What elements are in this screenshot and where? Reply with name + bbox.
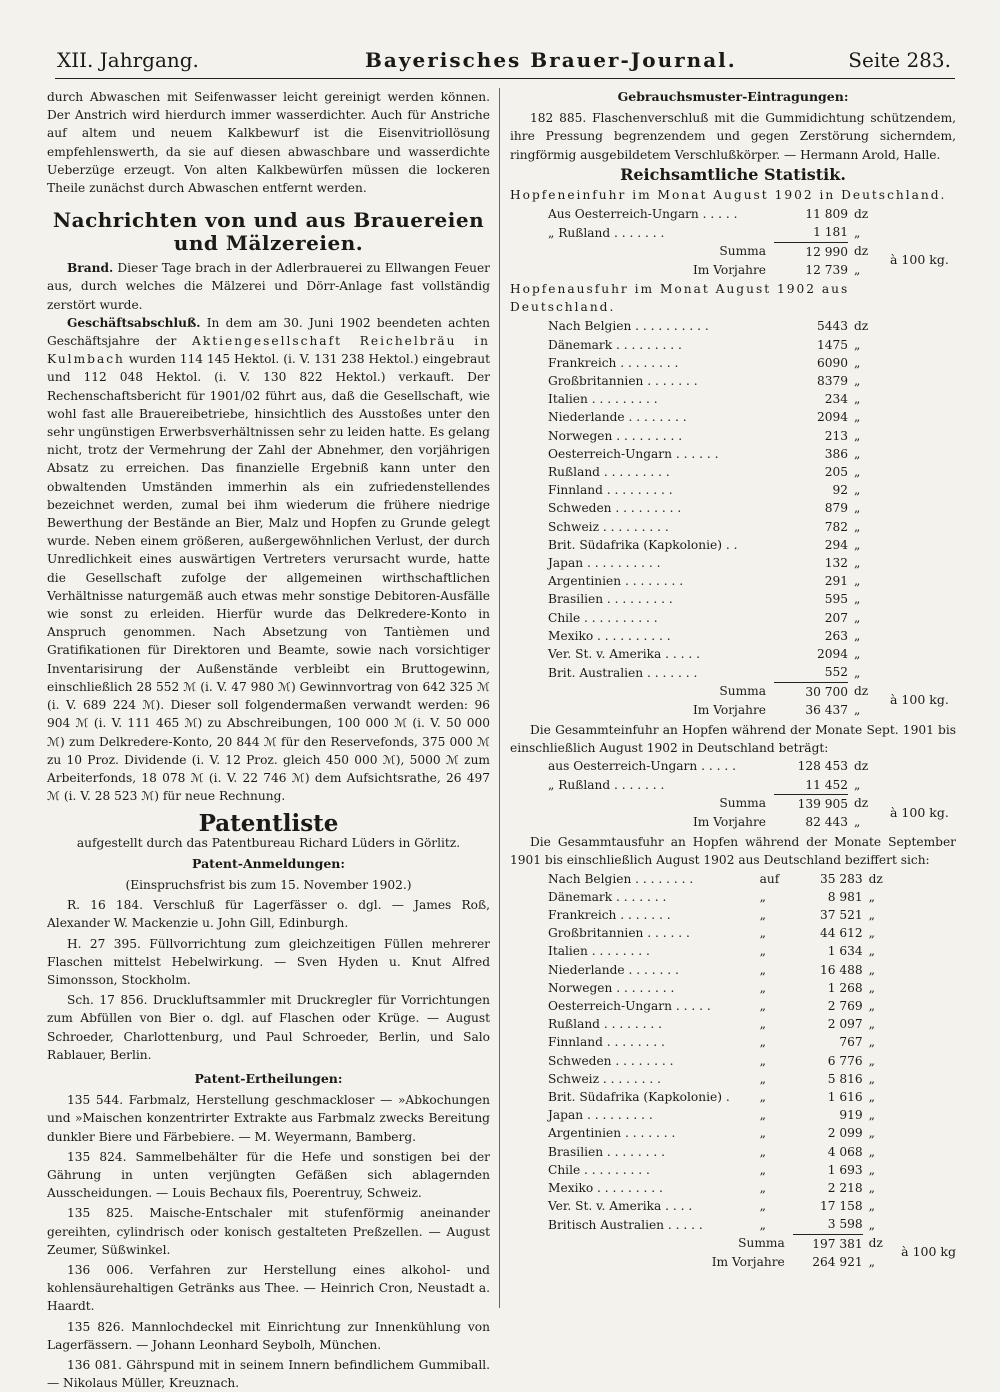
import-table: [548, 205, 949, 279]
table-row: Frankreich . . . . . . . . 6090 „: [548, 355, 861, 370]
table-row: Aus Oesterreich-Ungarn . . . . . 11 809 dz: [548, 207, 869, 222]
journal-title: Bayerisches Brauer-Journal.: [365, 48, 737, 72]
applications-heading: Patent-Anmeldungen:: [192, 855, 345, 871]
table-row: Dänemark . . . . . . . . . 1475 „: [548, 337, 861, 352]
table-row: Chile . . . . . . . . . „ 1 693 „: [548, 1162, 875, 1177]
table-row: aus Oesterreich-Ungarn . . . . . 128 453 dz: [548, 759, 869, 774]
table-row: Großbritannien . . . . . . . 8379 „: [548, 374, 861, 389]
patent-grant: 136 081. Gährspund mit in seinem Innern befindlichem Gummiball. — Nikolaus Müller, Kreuznach.: [47, 1358, 490, 1391]
sum-row: Summa 197 381 dz à 100 kg: [548, 1234, 956, 1253]
import-title: Hopfeneinfuhr im Monat August 1902 in Deutschland.: [510, 188, 947, 203]
page-header: [55, 44, 955, 79]
patent-grant: 135 544. Farbmalz, Herstellung geschmackloser — »Abkochungen und »Maischen konzentrirter Extrakte aus Farbmalz zwecks Bereitung dunkler Biere und Färbebiere. — M. Weyermann, Bamberg.: [47, 1093, 490, 1144]
patent-subheading: aufgestellt durch das Patentbureau Richard Lüders in Görlitz.: [76, 835, 461, 850]
table-row: Brasilien . . . . . . . . „ 4 068 „: [548, 1144, 875, 1159]
volume-label: XII. Jahrgang.: [57, 48, 199, 72]
brand-label: Brand.: [67, 261, 114, 276]
table-row: Großbritannien . . . . . . „ 44 612 „: [548, 926, 875, 941]
table-row: Finnland . . . . . . . . . 92 „: [548, 483, 861, 498]
statistics-heading: Reichsamtliche Statistik.: [620, 164, 846, 184]
table-row: Schweiz . . . . . . . . . 782 „: [548, 519, 861, 534]
previous-year-row: Im Vorjahre 36 437 „: [692, 702, 861, 717]
patent-application: Sch. 17 856. Druckluftsammler mit Druckregler für Vorrichtungen zum Abfüllen von Bier o. dgl. auf Flaschen oder Krüge. — August Schroeder, Charlottenburg, und Paul Schroeder, Berlin, und Salo Rablauer, Berlin.: [47, 993, 490, 1062]
patent-application: H. 27 395. Füllvorrichtung zum gleichzeitigen Füllen mehrerer Flaschen mittelst Hebelwirkung. — Sven Hyden u. Knut Alfred Simonsson, Stockholm.: [47, 936, 490, 987]
export-title: Hopfenausfuhr im Monat August 1902 aus Deutschland.: [510, 282, 850, 315]
table-row: Oesterreich-Ungarn . . . . . . 386 „: [548, 446, 861, 461]
table-row: Frankreich . . . . . . . „ 37 521 „: [548, 907, 875, 922]
business-text-2: wurden 114 145 Hektol. (i. V. 131 238 Hektol.) eingebraut und 112 048 Hektol. (i. V. 130 822 Hektol.) verkauft. Der Rechenschaftsbericht für 1901/02 führt aus, daß die Gesellschaft, wie wohl fast alle Brauereibetriebe, hinsichtlich des Ausstoßes unter den sehr ungünstigen Erwerbsverhältnissen sehr zu leiden hatte. Es gelang nicht, trotz der Vermehrung der Zahl der Abnehmer, den vorjährigen Absatz zu erreichen. Das finanzielle Ergebniß kann unter den obwaltenden Umständen immerhin als ein zufriedenstellendes bezeichnet werden, zumal bei ihm wiederum die frühere niedrige Bewerthung der Bestände an Bier, Malz und Hopfen zu Grunde gelegt wurde. Neben einem größeren, außergewöhnlichen Verlust, der durch Unredlichkeit eines auswärtigen Vertreters verursacht wurde, hatte die Gesellschaft zufolge der allgemeinen wirthschaftlichen Verhältnisse naturgemäß auch etwas mehr sonstige Debitoren-Ausfälle wie sonst zu erleiden. Hierfür wurde das Delkredere-Konto in Anspruch genommen. Nach Absetzung von Tantièmen und Gratifikationen für Direktoren und Beamte, sowie nach vorsichtiger Inventarisirung der Außenstände verbleibt ein Bruttogewinn, einschließlich 28 552 ℳ (i. V. 47 980 ℳ) Gewinnvortrag von 642 325 ℳ (i. V. 689 224 ℳ). Dieser soll folgendermaßen verwandt werden: 96 904 ℳ (i. V. 111 465 ℳ) zu Abschreibungen, 100 000 ℳ (i. V. 50 000 ℳ) zum Delkredere-Konto, 20 844 ℳ für den Reservefonds, 375 000 ℳ zu 10 Proz. Dividende (i. V. 12 Proz. gleich 450 000 ℳ), 5000 ℳ zum Arbeiterfonds, 18 078 ℳ (i. V. 22 746 ℳ) dem Aufsichtsrathe, 26 497 ℳ (i. V. 28 523 ℳ) für neue Rechnung.: [47, 352, 490, 804]
business-paragraph: [47, 314, 490, 805]
table-row: Italien . . . . . . . . . 234 „: [548, 392, 861, 407]
table-row: Norwegen . . . . . . . . „ 1 268 „: [548, 980, 875, 995]
table-row: Mexiko . . . . . . . . . . 263 „: [548, 628, 861, 643]
grants-heading: Patent-Ertheilungen:: [194, 1070, 343, 1086]
total-import-text: Die Gesammteinfuhr an Hopfen während der Monate Sept. 1901 bis einschließlich August 1902 in Deutschland beträgt:: [510, 722, 956, 756]
patent-grant: 135 825. Maische-Entschaler mit stufenförmig aneinander gereihten, cylindrisch oder konisch gestalteten Preßzellen. — August Zeumer, Süßwinkel.: [47, 1206, 490, 1257]
previous-year-row: Im Vorjahre 264 921 „: [711, 1254, 875, 1269]
unit-note: à 100 kg: [901, 1244, 956, 1260]
unit-note: à 100 kg.: [890, 252, 949, 268]
table-row: Nach Belgien . . . . . . . . auf 35 283 dz: [548, 871, 883, 886]
export-table: [548, 317, 949, 718]
table-row: Schweden . . . . . . . . . 879 „: [548, 501, 861, 516]
unit-note: à 100 kg.: [890, 804, 949, 820]
utility-model-heading: Gebrauchsmuster-Eintragungen:: [617, 89, 849, 104]
table-row: Argentinien . . . . . . . „ 2 099 „: [548, 1126, 875, 1141]
patent-application: R. 16 184. Verschluß für Lagerfässer o. dgl. — James Roß, Alexander W. Mackenzie u. John Gill, Edinburgh.: [47, 898, 490, 931]
table-row: Oesterreich-Ungarn . . . . . „ 2 769 „: [548, 998, 875, 1013]
sum-row: Summa 139 905 dz à 100 kg.: [548, 794, 949, 813]
brand-paragraph: [47, 259, 490, 314]
table-row: Italien . . . . . . . . „ 1 634 „: [548, 944, 875, 959]
table-row: Chile . . . . . . . . . . 207 „: [548, 610, 861, 625]
previous-year-row: Im Vorjahre 82 443 „: [692, 814, 861, 829]
table-row: „ Rußland . . . . . . . 11 452 „: [548, 776, 949, 795]
table-row: Niederlande . . . . . . . „ 16 488 „: [548, 962, 875, 977]
news-heading: Nachrichten von und aus Brauereien und Mälzereien.: [52, 208, 485, 256]
brand-text: Dieser Tage brach in der Adlerbrauerei zu Ellwangen Feuer aus, durch welches die Mälzerei und Dörr-Anlage fast vollständig zerstört wurde.: [47, 261, 490, 312]
patent-grant: 135 824. Sammelbehälter für die Hefe und sonstigen bei der Gährung in unten verjüngten Gefäßen sich ablagernden Ausscheidungen. — Louis Bechaux fils, Poerentruy, Schweiz.: [47, 1149, 490, 1201]
business-label: Geschäftsabschluß.: [67, 315, 201, 330]
sum-row: Summa 12 990 dz à 100 kg.: [548, 242, 949, 261]
company-name: Aktiengesellschaft Reichelbräu in Kulmbach: [47, 334, 490, 367]
right-column: [510, 88, 956, 1271]
table-row: Japan . . . . . . . . . . 132 „: [548, 556, 861, 571]
total-export-table: [548, 870, 956, 1271]
previous-year-row: Im Vorjahre 12 739 „: [692, 262, 861, 277]
column-divider: [499, 88, 500, 1308]
table-row: Mexiko . . . . . . . . . „ 2 218 „: [548, 1180, 875, 1195]
table-row: Nach Belgien . . . . . . . . . . 5443 dz: [548, 319, 869, 334]
objection-period: (Einspruchsfrist bis zum 15. November 1902.): [125, 877, 412, 892]
table-row: Japan . . . . . . . . . „ 919 „: [548, 1108, 875, 1123]
table-row: Argentinien . . . . . . . . 291 „: [548, 574, 861, 589]
patent-grant: 135 826. Mannlochdeckel mit Einrichtung zur Innenkühlung von Lagerfässern. — Johann Leonhard Seybolh, München.: [47, 1319, 490, 1352]
utility-model-entry: 182 885. Flaschenverschluß mit die Gummidichtung schützendem, ihre Pressung begrenzendem und gegen Zerstörung sicherndem, ringförmig ausgebildetem Verschlußkörper. — Hermann Arold, Halle.: [510, 111, 956, 162]
business-text-1: In dem am 30. Juni 1902 beendeten achten Geschäftsjahre der: [47, 315, 490, 349]
total-import-table: [548, 757, 949, 831]
table-row: Rußland . . . . . . . . „ 2 097 „: [548, 1017, 875, 1032]
unit-note: à 100 kg.: [890, 692, 949, 708]
table-row: Dänemark . . . . . . . „ 8 981 „: [548, 889, 875, 904]
table-row: Ver. St. v. Amerika . . . . . 2094 „: [548, 647, 861, 662]
table-row: Ver. St. v. Amerika . . . . „ 17 158 „: [548, 1199, 875, 1214]
patent-heading: Patentliste: [198, 810, 339, 838]
table-row: Finnland . . . . . . . . „ 767 „: [548, 1035, 875, 1050]
left-column: [47, 88, 490, 1392]
table-row: Brit. Australien . . . . . . . 552 „: [548, 663, 949, 682]
table-row: Britisch Australien . . . . . „ 3 598 „: [548, 1215, 956, 1234]
table-row: „ Rußland . . . . . . . 1 181 „: [548, 223, 949, 242]
table-row: Norwegen . . . . . . . . . 213 „: [548, 428, 861, 443]
total-export-text: Die Gesammtausfuhr an Hopfen während der Monate September 1901 bis einschließlich August 1902 aus Deutschland beziffert sich:: [510, 835, 956, 868]
patent-grant: 136 006. Verfahren zur Herstellung eines alkohol- und kohlensäurehaltigen Getränks aus Thee. — Heinrich Cron, Neustadt a. Haardt.: [47, 1262, 490, 1314]
table-row: Schweden . . . . . . . . „ 6 776 „: [548, 1053, 875, 1068]
intro-paragraph: durch Abwaschen mit Seifenwasser leicht gereinigt werden können. Der Anstrich wird hierdurch immer wasserdichter. Auch für Anstriche auf altem und neuem Kalkbewurf ist die Eisenvitriollösung empfehlenswerth, da sie auf diesen abwaschbare und wasserdichte Ueberzüge erzeugt. Von alten Kalkbewürfen müssen die lockeren Theile zunächst durch Abwaschen entfernt werden.: [47, 90, 490, 196]
table-row: Rußland . . . . . . . . . 205 „: [548, 465, 861, 480]
page-number: Seite 283.: [848, 48, 951, 72]
table-row: Brit. Südafrika (Kapkolonie) . „ 1 616 „: [548, 1089, 875, 1104]
table-row: Brit. Südafrika (Kapkolonie) . . 294 „: [548, 537, 861, 552]
table-row: Niederlande . . . . . . . . 2094 „: [548, 410, 861, 425]
table-row: Schweiz . . . . . . . . „ 5 816 „: [548, 1071, 875, 1086]
table-row: Brasilien . . . . . . . . . 595 „: [548, 592, 861, 607]
sum-row: Summa 30 700 dz à 100 kg.: [548, 682, 949, 701]
